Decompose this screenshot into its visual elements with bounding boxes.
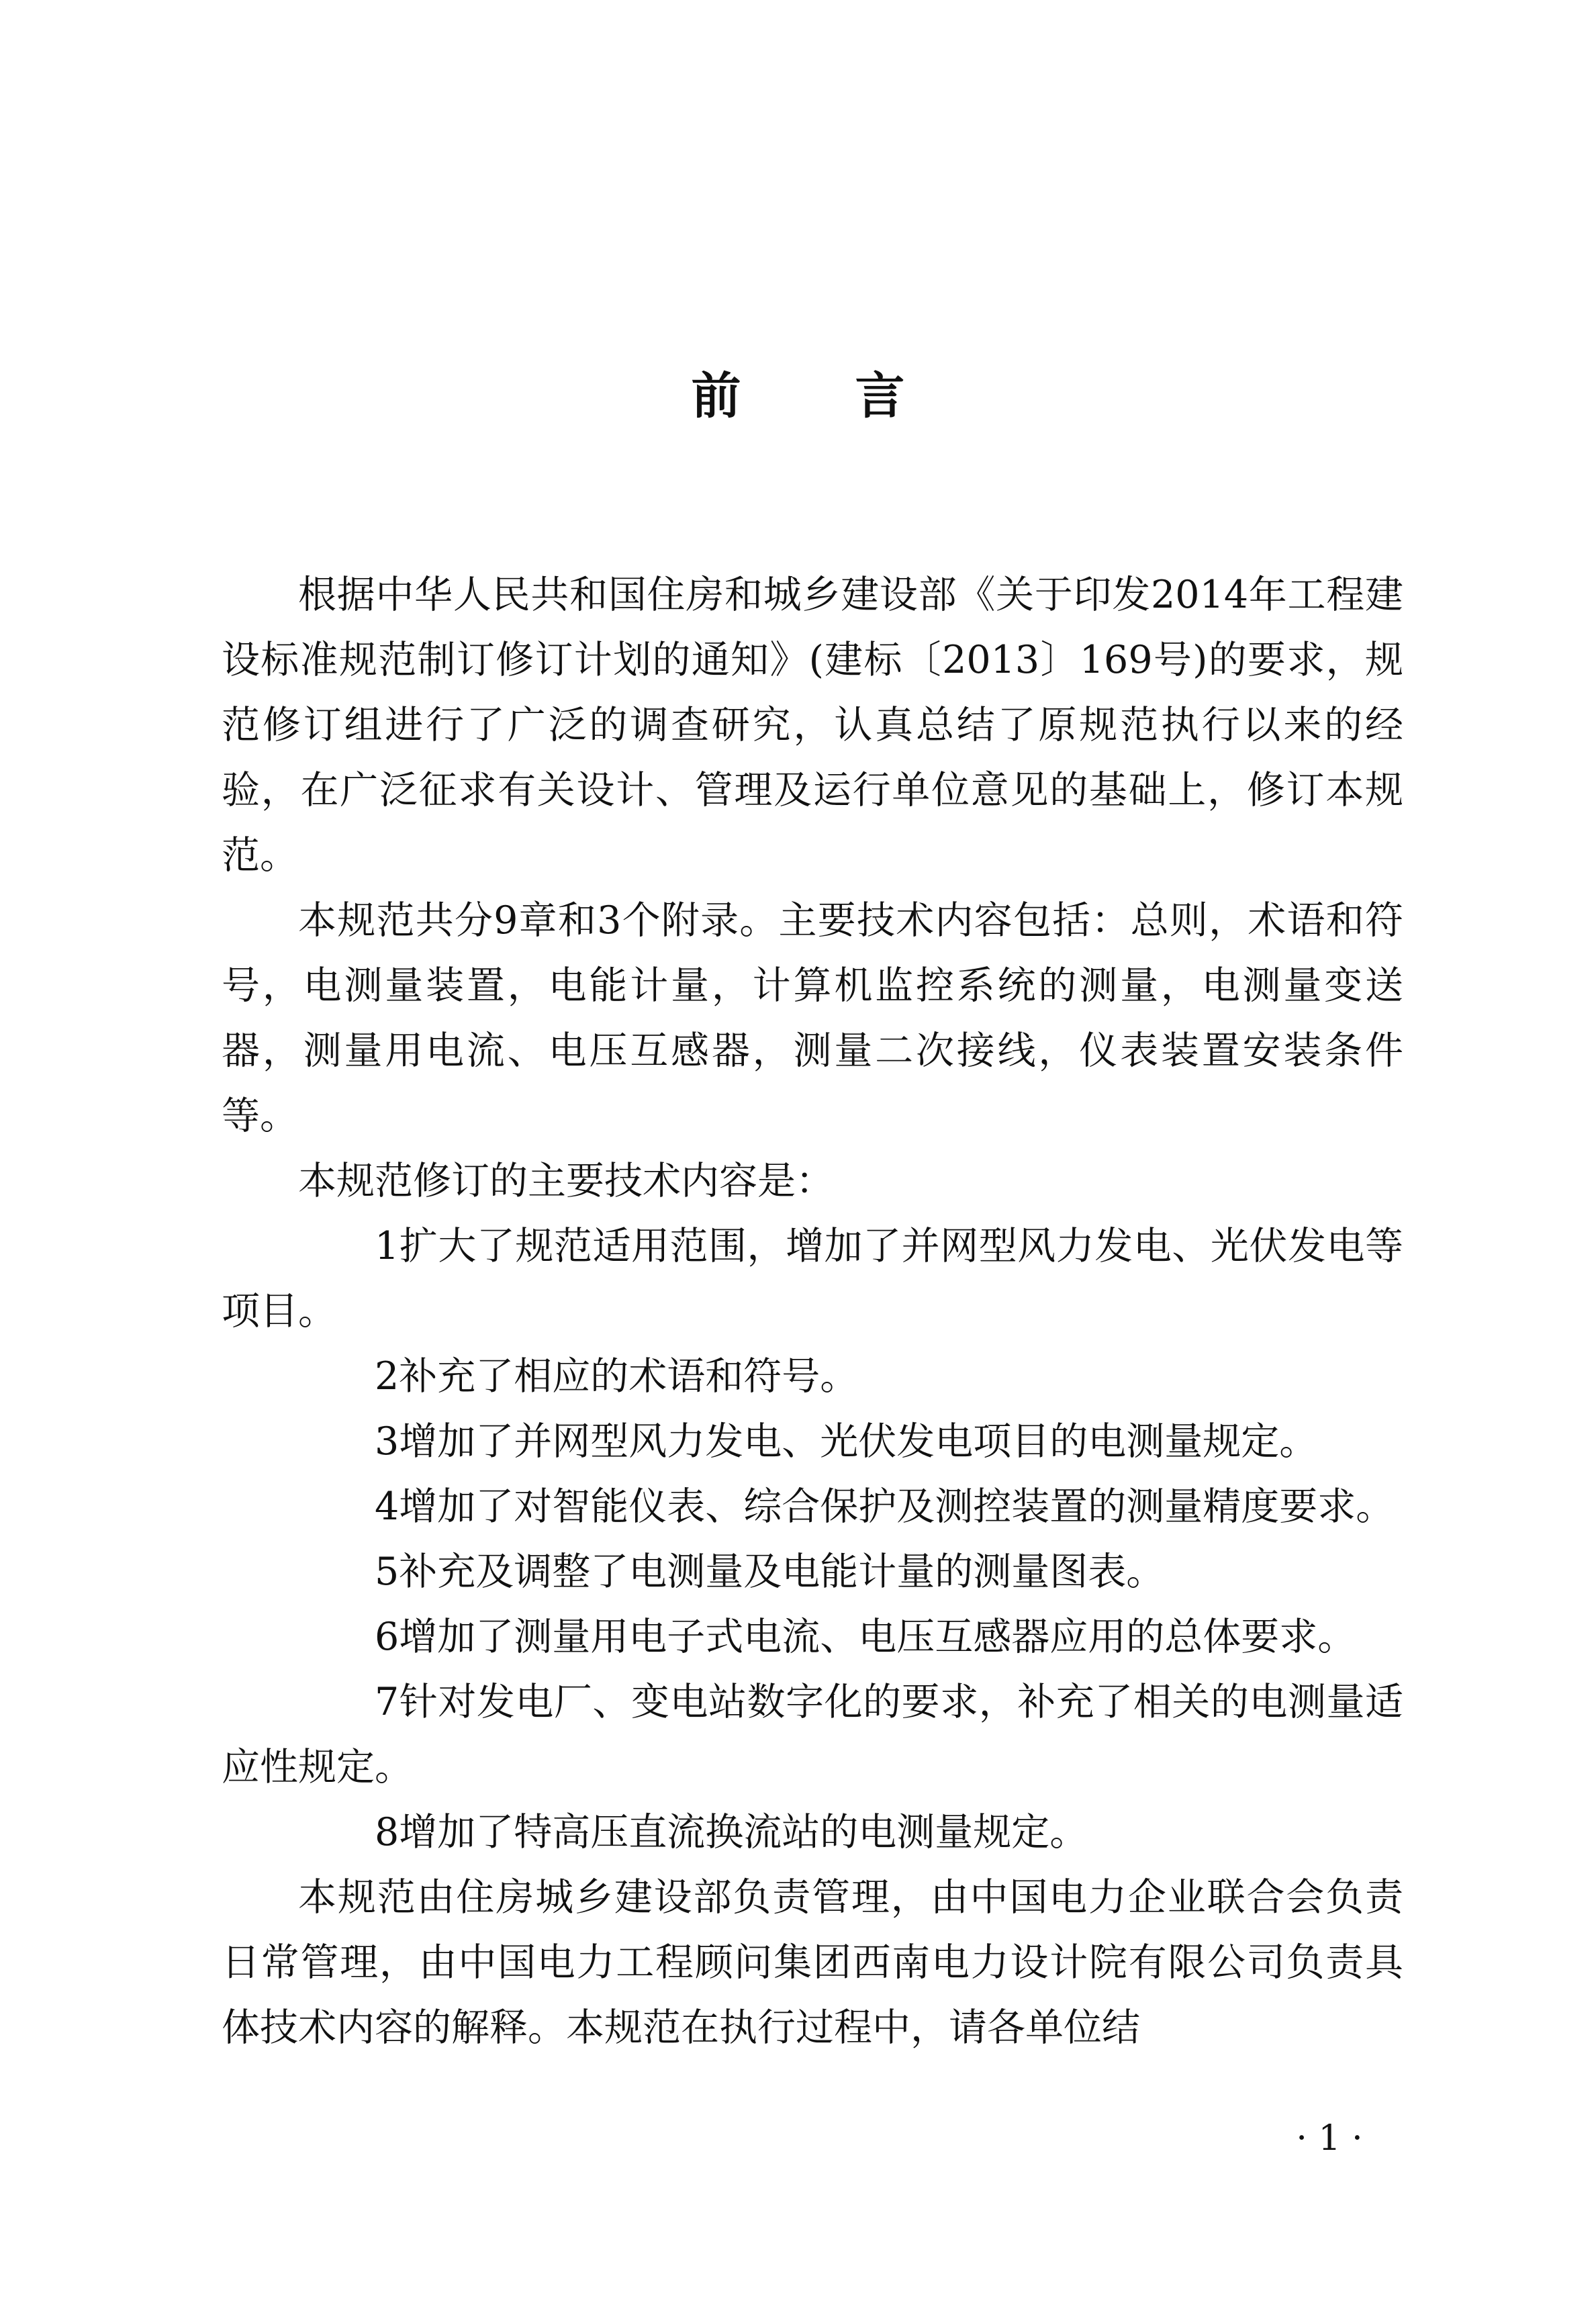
item-number: 3 [375,1419,400,1464]
paragraph-intro: 根据中华人民共和国住房和城乡建设部《关于印发2014年工程建设标准规范制订修订计划的通知》(建标〔2013〕169号)的要求，规范修订组进行了广泛的调查研究，认真总结了原规范执行以来的经验，在广泛征求有关设计、管理及运行单位意见的基础上，修订本规范。 [222,573,1403,878]
revision-item-4 [222,1474,1403,1540]
paragraph-management: 本规范由住房城乡建设部负责管理，由中国电力企业联合会负责日常管理，由中国电力工程顾问集团西南电力设计院有限公司负责具体技术内容的解释。本规范在执行过程中，请各单位结 [222,1875,1403,2050]
item-text: 针对发电厂、变电站数字化的要求，补充了相关的电测量适应性规定。 [222,1680,1403,1789]
item-text: 增加了并网型风力发电、光伏发电项目的电测量规定。 [399,1419,1318,1464]
item-number: 4 [375,1484,400,1529]
item-text: 扩大了规范适用范围，增加了并网型风力发电、光伏发电等项目。 [222,1224,1403,1333]
revision-item-7 [222,1670,1403,1800]
item-number: 8 [375,1810,400,1854]
item-text: 增加了对智能仪表、综合保护及测控装置的测量精度要求。 [399,1484,1395,1529]
revision-item-3 [222,1409,1403,1474]
revision-item-2 [222,1344,1403,1409]
page-title: 前言 [691,367,1019,425]
paragraph-structure: 本规范共分9章和3个附录。主要技术内容包括：总则，术语和符号，电测量装置，电能计量，计算机监控系统的测量，电测量变送器，测量用电流、电压互感器，测量二次接线，仪表装置安装条件等。 [222,898,1403,1138]
revision-item-6 [222,1605,1403,1670]
revision-item-8 [222,1800,1403,1865]
item-text: 补充了相应的术语和符号。 [399,1354,859,1399]
item-text: 增加了测量用电子式电流、电压互感器应用的总体要求。 [399,1615,1356,1659]
revision-item-1 [222,1214,1403,1344]
revision-item-5 [222,1540,1403,1605]
page-number: · 1 · [1296,2118,1363,2159]
item-number: 7 [375,1680,400,1724]
preface-body [222,563,1403,2061]
item-number: 6 [375,1615,400,1659]
paragraph-revision-lead: 本规范修订的主要技术内容是： [298,1159,834,1203]
item-number: 5 [375,1550,400,1594]
item-number: 1 [375,1224,400,1268]
item-text: 补充及调整了电测量及电能计量的测量图表。 [399,1550,1165,1594]
item-text: 增加了特高压直流换流站的电测量规定。 [399,1810,1088,1854]
item-number: 2 [375,1354,400,1399]
